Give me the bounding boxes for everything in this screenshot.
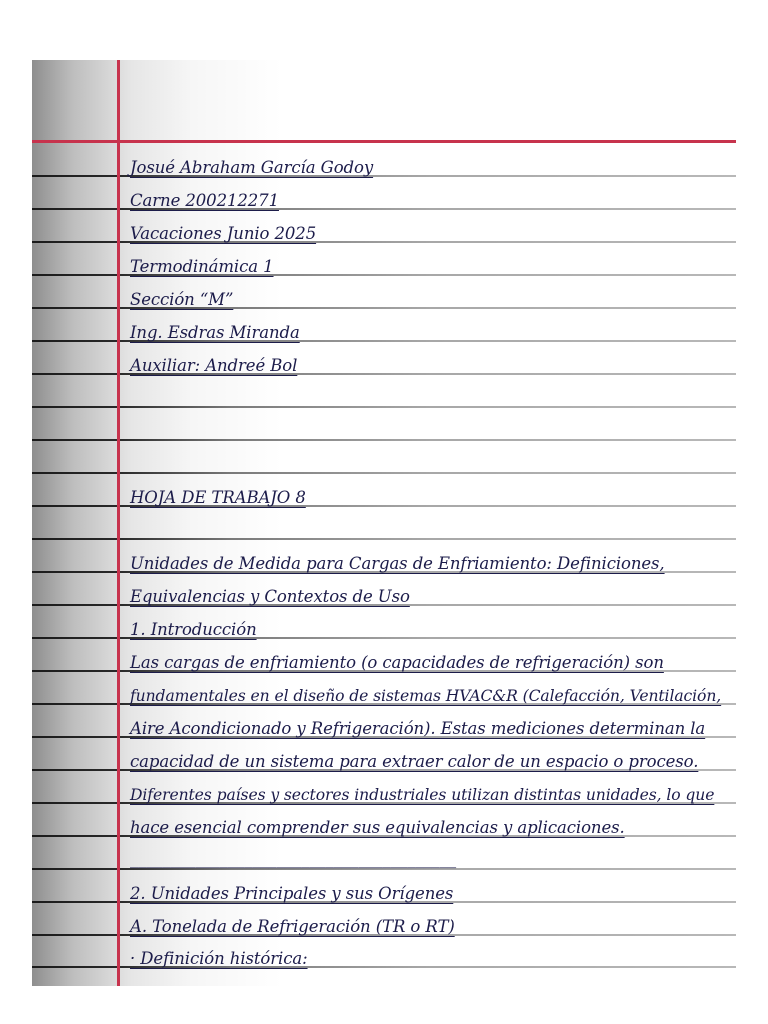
ruled-line <box>32 472 736 474</box>
intro-line-1: Las cargas de enfriamiento (o capacidades de refrigeración) son <box>130 653 664 672</box>
course-section: Sección “M” <box>130 290 234 309</box>
separator: ________________________________________ <box>130 849 457 868</box>
intro-line-5: Diferentes países y sectores industriales utilizan distintas unidades, lo que <box>130 786 715 804</box>
section-2-heading: 2. Unidades Principales y sus Orígenes <box>130 884 454 903</box>
subtitle-line-2: Equivalencias y Contextos de Uso <box>130 587 410 606</box>
intro-line-2: fundamentales en el diseño de sistemas HVAC&R (Calefacción, Ventilación, <box>130 687 722 705</box>
left-margin-line <box>117 60 120 986</box>
bullet-definition: · Definición histórica: <box>130 949 308 968</box>
ruled-line <box>32 406 736 408</box>
student-name: Josué Abraham García Godoy <box>130 158 374 177</box>
ruled-line <box>32 439 736 441</box>
intro-line-3: Aire Acondicionado y Refrigeración). Estas mediciones determinan la <box>130 719 706 738</box>
assistant-name: Auxiliar: Andreé Bol <box>130 356 298 375</box>
section-1-heading: 1. Introducción <box>130 620 257 639</box>
subtitle-line-1: Unidades de Medida para Cargas de Enfriamiento: Definiciones, <box>130 554 665 573</box>
intro-line-4: capacidad de un sistema para extraer calor de un espacio o proceso. <box>130 752 699 771</box>
engineer-name: Ing. Esdras Miranda <box>130 323 300 342</box>
student-carne: Carne 200212271 <box>130 191 279 210</box>
course-period: Vacaciones Junio 2025 <box>130 224 317 243</box>
course-name: Termodinámica 1 <box>130 257 274 276</box>
worksheet-title: HOJA DE TRABAJO 8 <box>130 488 306 507</box>
notebook-page <box>32 60 736 986</box>
top-margin-line <box>32 140 736 143</box>
ruled-line <box>32 538 736 540</box>
subsection-a-heading: A. Tonelada de Refrigeración (TR o RT) <box>130 917 455 936</box>
intro-line-6: hace esencial comprender sus equivalencias y aplicaciones. <box>130 818 625 837</box>
